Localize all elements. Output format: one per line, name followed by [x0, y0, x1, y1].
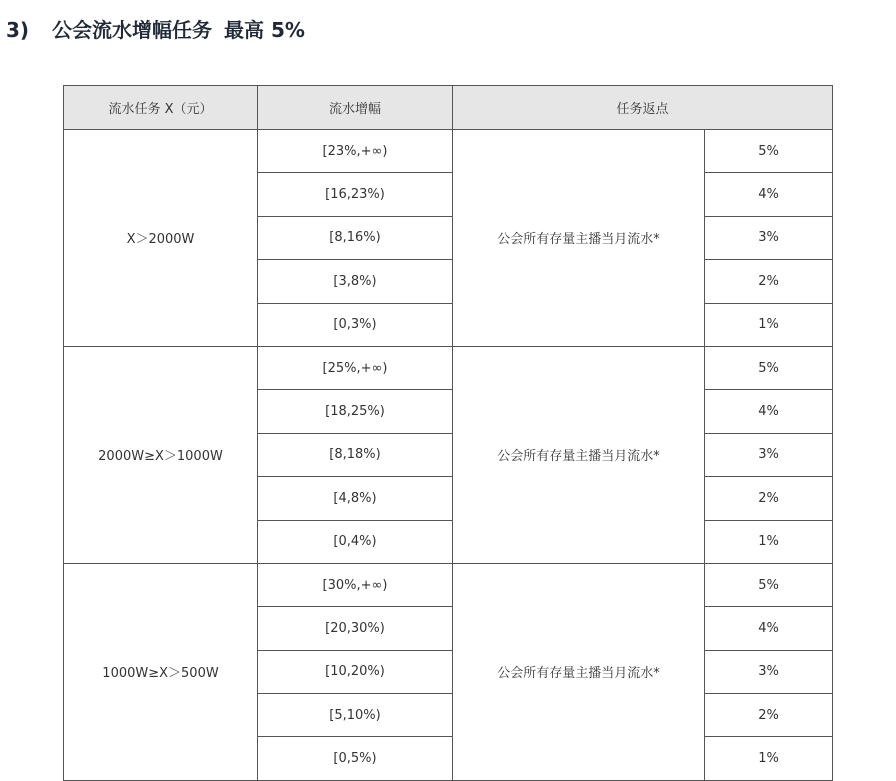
rebate-rate-cell: 3%: [705, 650, 833, 693]
rebate-rate-cell: 2%: [705, 477, 833, 520]
rebate-rate-cell: 2%: [705, 694, 833, 737]
section-max-rate: 最高 5%: [224, 18, 305, 42]
rebate-rate-cell: 1%: [705, 303, 833, 346]
growth-range-cell: [30%,+∞): [258, 563, 453, 606]
rebate-rate-cell: 2%: [705, 260, 833, 303]
growth-range-cell: [4,8%): [258, 477, 453, 520]
growth-range-cell: [25%,+∞): [258, 346, 453, 389]
section-title: 公会流水增幅任务: [52, 18, 212, 42]
rebate-rate-cell: 5%: [705, 346, 833, 389]
growth-range-cell: [0,4%): [258, 520, 453, 563]
growth-range-cell: [8,18%): [258, 433, 453, 476]
table-row: [64, 563, 833, 606]
header-growth-range: 流水增幅: [258, 86, 453, 130]
growth-range-cell: [8,16%): [258, 216, 453, 259]
rebate-basis-cell: 公会所有存量主播当月流水*: [453, 346, 705, 563]
rebate-basis-cell: 公会所有存量主播当月流水*: [453, 130, 705, 347]
header-task-amount: 流水任务 X（元）: [64, 86, 258, 130]
rebate-rate-cell: 3%: [705, 433, 833, 476]
rebate-rate-cell: 3%: [705, 216, 833, 259]
table-body: [64, 130, 833, 781]
rebate-rate-cell: 1%: [705, 520, 833, 563]
task-condition-cell: 1000W≥X＞500W: [64, 563, 258, 780]
table-row: [64, 346, 833, 389]
rebate-rate-cell: 4%: [705, 173, 833, 216]
rebate-rate-cell: 1%: [705, 737, 833, 780]
growth-range-cell: [18,25%): [258, 390, 453, 433]
task-condition-cell: 2000W≥X＞1000W: [64, 346, 258, 563]
rebate-rate-cell: 4%: [705, 390, 833, 433]
growth-range-cell: [0,3%): [258, 303, 453, 346]
task-condition-cell: X＞2000W: [64, 130, 258, 347]
rebate-rate-cell: 4%: [705, 607, 833, 650]
growth-task-table: [63, 85, 833, 781]
section-heading: [6, 14, 305, 43]
growth-range-cell: [0,5%): [258, 737, 453, 780]
growth-range-cell: [20,30%): [258, 607, 453, 650]
growth-range-cell: [23%,+∞): [258, 130, 453, 173]
rebate-rate-cell: 5%: [705, 563, 833, 606]
growth-range-cell: [3,8%): [258, 260, 453, 303]
growth-range-cell: [10,20%): [258, 650, 453, 693]
section-number: 3): [6, 18, 30, 42]
table-row: [64, 130, 833, 173]
rebate-rate-cell: 5%: [705, 130, 833, 173]
growth-range-cell: [16,23%): [258, 173, 453, 216]
table-header-row: [64, 86, 833, 130]
growth-range-cell: [5,10%): [258, 694, 453, 737]
header-rebate: 任务返点: [453, 86, 833, 130]
rebate-basis-cell: 公会所有存量主播当月流水*: [453, 563, 705, 780]
